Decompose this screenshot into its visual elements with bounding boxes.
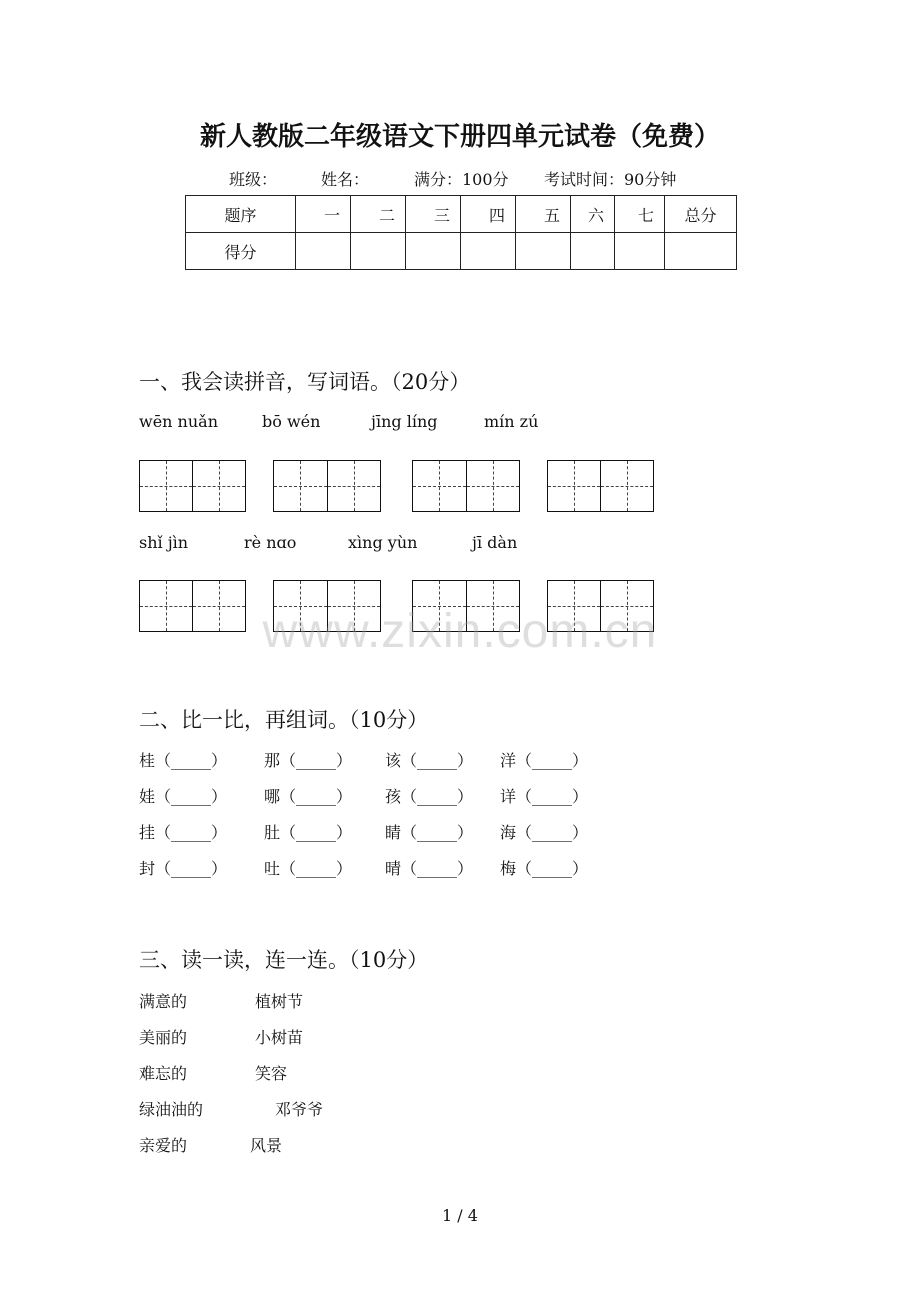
match-right-item: 小树苗 <box>255 1028 304 1047</box>
word-item: 那（_____） <box>264 751 353 770</box>
pinyin-label: rè nɑo <box>244 533 297 552</box>
pinyin-label: jī dàn <box>472 533 518 552</box>
score-table-cell: 四 <box>461 196 516 233</box>
word-item: 睛（_____） <box>385 823 474 842</box>
page-title: 新人教版二年级语文下册四单元试卷（免费） <box>199 122 720 152</box>
score-table-score-row <box>186 233 737 270</box>
page-number: 1 / 4 <box>442 1206 478 1225</box>
score-table-header-row <box>186 196 737 233</box>
score-table-cell: 题序 <box>186 196 296 233</box>
score-input-cell[interactable] <box>615 233 665 270</box>
word-item: 哪（_____） <box>264 787 353 806</box>
score-table-cell: 总分 <box>665 196 737 233</box>
match-left-item: 亲爱的 <box>139 1136 188 1155</box>
word-item: 挂（_____） <box>139 823 228 842</box>
full-score-label: 满分：100分 <box>414 170 509 189</box>
match-right-item: 植树节 <box>255 992 304 1011</box>
word-item: 该（_____） <box>385 751 474 770</box>
match-left-item: 绿油油的 <box>139 1100 204 1119</box>
score-input-cell[interactable] <box>406 233 461 270</box>
score-table-cell: 六 <box>571 196 615 233</box>
score-input-cell[interactable] <box>516 233 571 270</box>
word-item: 晴（_____） <box>385 859 474 878</box>
score-input-cell[interactable] <box>296 233 351 270</box>
score-table-cell: 一 <box>296 196 351 233</box>
pinyin-label: xìng yùn <box>348 533 418 552</box>
pinyin-label: jīng líng <box>371 412 438 431</box>
match-right-item: 邓爷爷 <box>275 1100 324 1119</box>
word-item: 梅（_____） <box>500 859 589 878</box>
word-item: 详（_____） <box>500 787 589 806</box>
name-label: 姓名： <box>321 170 370 189</box>
score-input-cell[interactable] <box>571 233 615 270</box>
match-left-item: 难忘的 <box>139 1064 188 1083</box>
class-label: 班级： <box>229 170 278 189</box>
score-input-cell[interactable] <box>351 233 406 270</box>
match-right-item: 笑容 <box>255 1064 288 1083</box>
score-table-cell: 得分 <box>186 233 296 270</box>
pinyin-label: bō wén <box>262 412 321 431</box>
score-input-cell[interactable] <box>461 233 516 270</box>
score-table-cell: 三 <box>406 196 461 233</box>
score-table-cell: 七 <box>615 196 665 233</box>
word-item: 桂（_____） <box>139 751 228 770</box>
word-item: 孩（_____） <box>385 787 474 806</box>
writing-grid[interactable] <box>273 460 381 512</box>
score-input-cell[interactable] <box>665 233 737 270</box>
pinyin-label: shǐ jìn <box>139 533 189 552</box>
writing-grid[interactable] <box>547 460 654 512</box>
word-item: 封（_____） <box>139 859 228 878</box>
word-item: 吐（_____） <box>264 859 353 878</box>
pinyin-label: mín zú <box>484 412 539 431</box>
word-item: 肚（_____） <box>264 823 353 842</box>
pinyin-label: wēn nuǎn <box>139 412 219 431</box>
score-table-cell: 五 <box>516 196 571 233</box>
word-item: 海（_____） <box>500 823 589 842</box>
score-table-cell: 二 <box>351 196 406 233</box>
match-left-item: 满意的 <box>139 992 188 1011</box>
writing-grid[interactable] <box>139 460 246 512</box>
writing-grid[interactable] <box>412 460 520 512</box>
section2-heading: 二、比一比，再组词。（10分） <box>139 708 429 732</box>
word-item: 洋（_____） <box>500 751 589 770</box>
score-table <box>185 195 737 270</box>
watermark: www.zixin.com.cn <box>262 605 658 658</box>
exam-time-label: 考试时间：90分钟 <box>544 170 677 189</box>
section3-heading: 三、读一读，连一连。（10分） <box>139 948 429 972</box>
section1-heading: 一、我会读拼音，写词语。（20分） <box>139 370 471 394</box>
match-left-item: 美丽的 <box>139 1028 188 1047</box>
word-item: 娃（_____） <box>139 787 228 806</box>
match-right-item: 风景 <box>250 1136 283 1155</box>
